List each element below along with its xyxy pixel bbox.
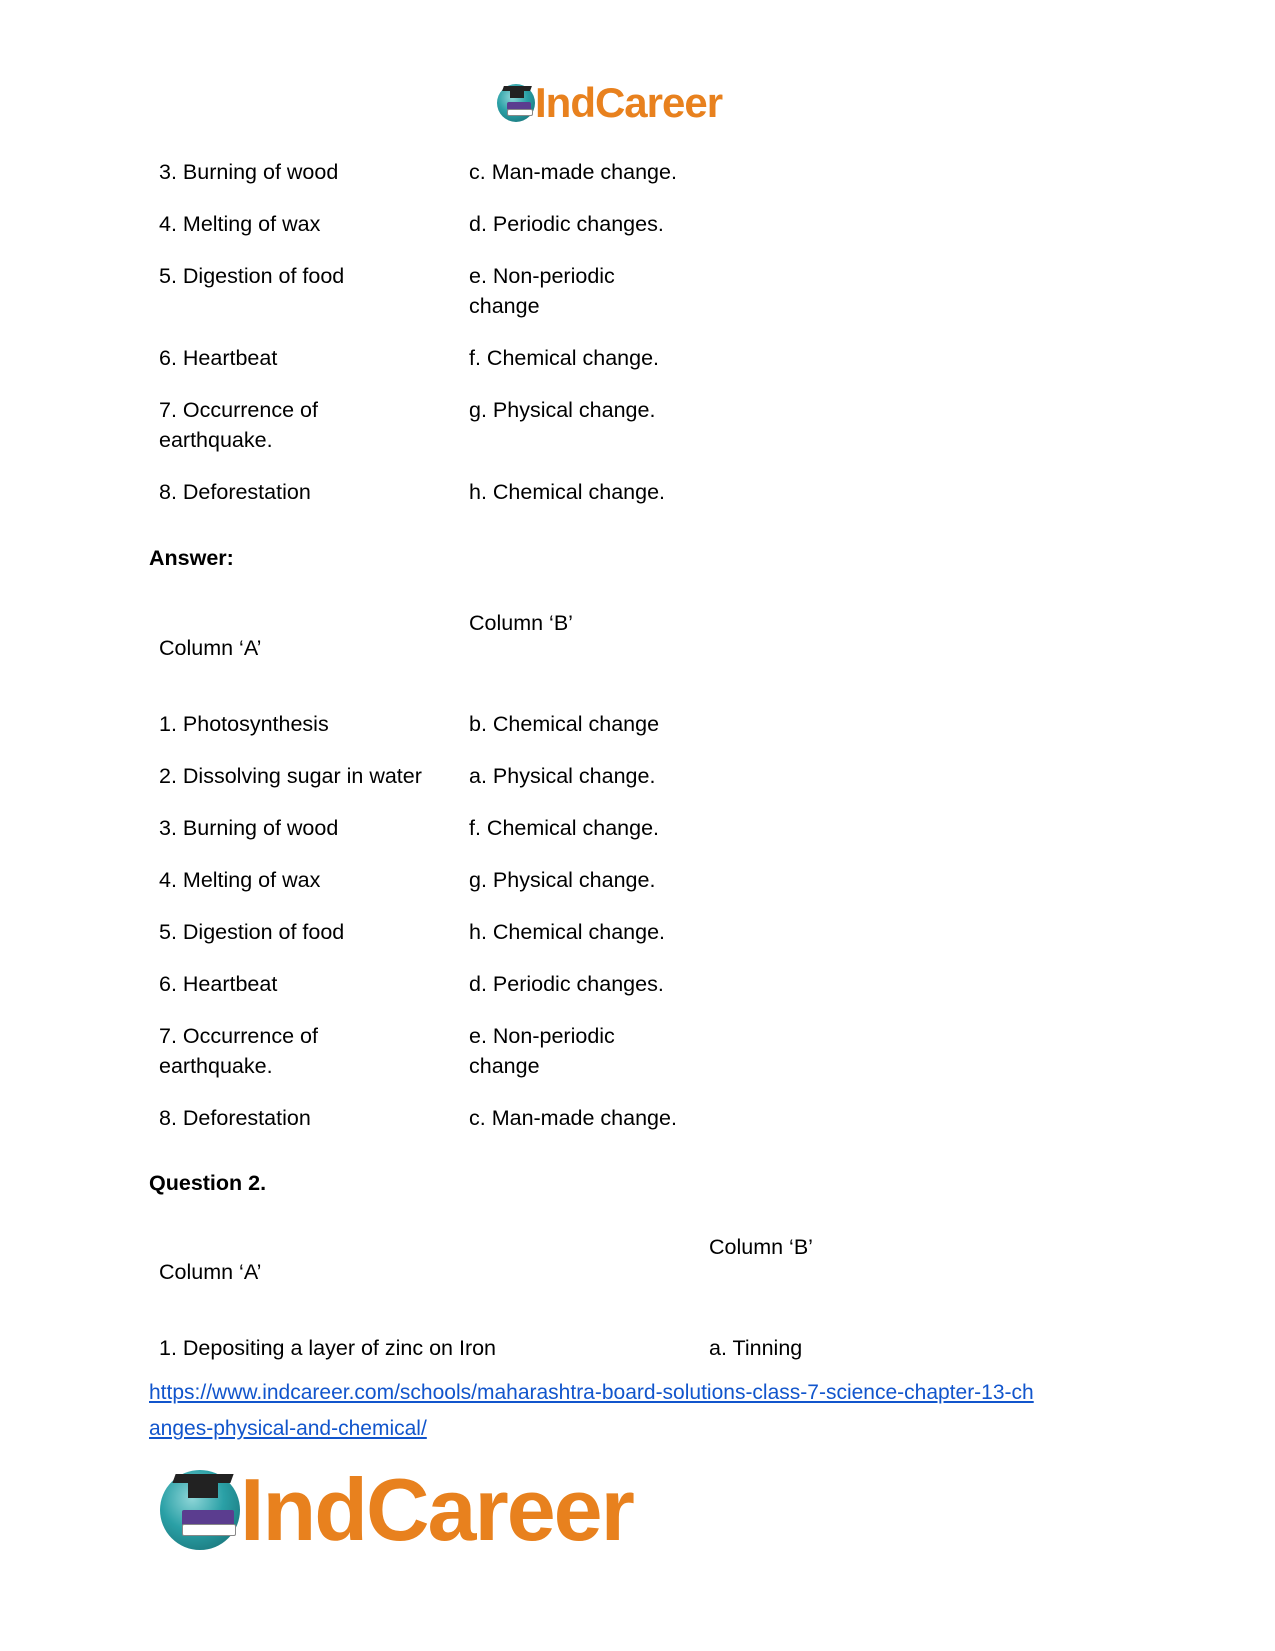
q1-row-3-b: c. Man-made change. [469,160,677,184]
answer-row-4-a: 4. Melting of wax [159,868,321,892]
q1-row-7-a-line2: earthquake. [159,428,273,452]
question2-row-1-b: a. Tinning [709,1336,803,1360]
q1-row-4-a: 4. Melting of wax [159,212,321,236]
q1-row-5-b [469,261,615,321]
answer-row-7-b-line1: e. Non-periodic [469,1024,615,1048]
answer-row-7-a [159,1021,318,1081]
q1-row-5-b-line1: e. Non-periodic [469,264,615,288]
answer-row-3-b: f. Chemical change. [469,816,660,840]
footer-source-link[interactable] [149,1375,1129,1447]
answer-col-b-header: Column ‘B’ [469,611,573,635]
answer-row-6-b: d. Periodic changes. [469,972,664,996]
answer-col-a-header: Column ‘A’ [159,636,262,660]
answer-row-7-b [469,1021,615,1081]
answer-row-8-a: 8. Deforestation [159,1106,311,1130]
answer-heading: Answer: [149,546,234,570]
q1-row-5-a: 5. Digestion of food [159,264,345,288]
footer-url-line1[interactable]: https://www.indcareer.com/schools/maharashtra-board-solutions-class-7-science-chapter-13-ch [149,1381,1034,1404]
answer-row-2-b: a. Physical change. [469,764,656,788]
q1-row-8-b: h. Chemical change. [469,480,665,504]
answer-row-7-a-line2: earthquake. [159,1054,273,1078]
question2-col-a-header: Column ‘A’ [159,1260,262,1284]
question2-heading: Question 2. [149,1171,267,1195]
header-logo-text: IndCareer [535,79,723,126]
footer-logo [160,1460,700,1560]
q1-row-6-b: f. Chemical change. [469,346,660,370]
question2-row-1-a: 1. Depositing a layer of zinc on Iron [159,1336,497,1360]
q1-row-3-a: 3. Burning of wood [159,160,339,184]
q1-row-5-b-line2: change [469,294,540,318]
q1-row-7-a [159,395,318,455]
footer-logo-text: IndCareer [240,1460,633,1559]
answer-row-2-a: 2. Dissolving sugar in water [159,764,422,788]
answer-row-7-b-line2: change [469,1054,540,1078]
question2-col-b-header: Column ‘B’ [709,1235,813,1259]
q1-row-7-b: g. Physical change. [469,398,656,422]
answer-row-3-a: 3. Burning of wood [159,816,339,840]
answer-row-6-a: 6. Heartbeat [159,972,278,996]
q1-row-6-a: 6. Heartbeat [159,346,278,370]
answer-row-5-b: h. Chemical change. [469,920,665,944]
answer-row-5-a: 5. Digestion of food [159,920,345,944]
answer-row-1-b: b. Chemical change [469,712,660,736]
answer-row-4-b: g. Physical change. [469,868,656,892]
q1-row-7-a-line1: 7. Occurrence of [159,398,318,422]
footer-url-line2[interactable]: anges-physical-and-chemical/ [149,1417,427,1440]
header-logo [497,78,767,128]
q1-row-4-b: d. Periodic changes. [469,212,664,236]
answer-row-7-a-line1: 7. Occurrence of [159,1024,318,1048]
answer-row-1-a: 1. Photosynthesis [159,712,329,736]
answer-row-8-b: c. Man-made change. [469,1106,677,1130]
q1-row-8-a: 8. Deforestation [159,480,311,504]
